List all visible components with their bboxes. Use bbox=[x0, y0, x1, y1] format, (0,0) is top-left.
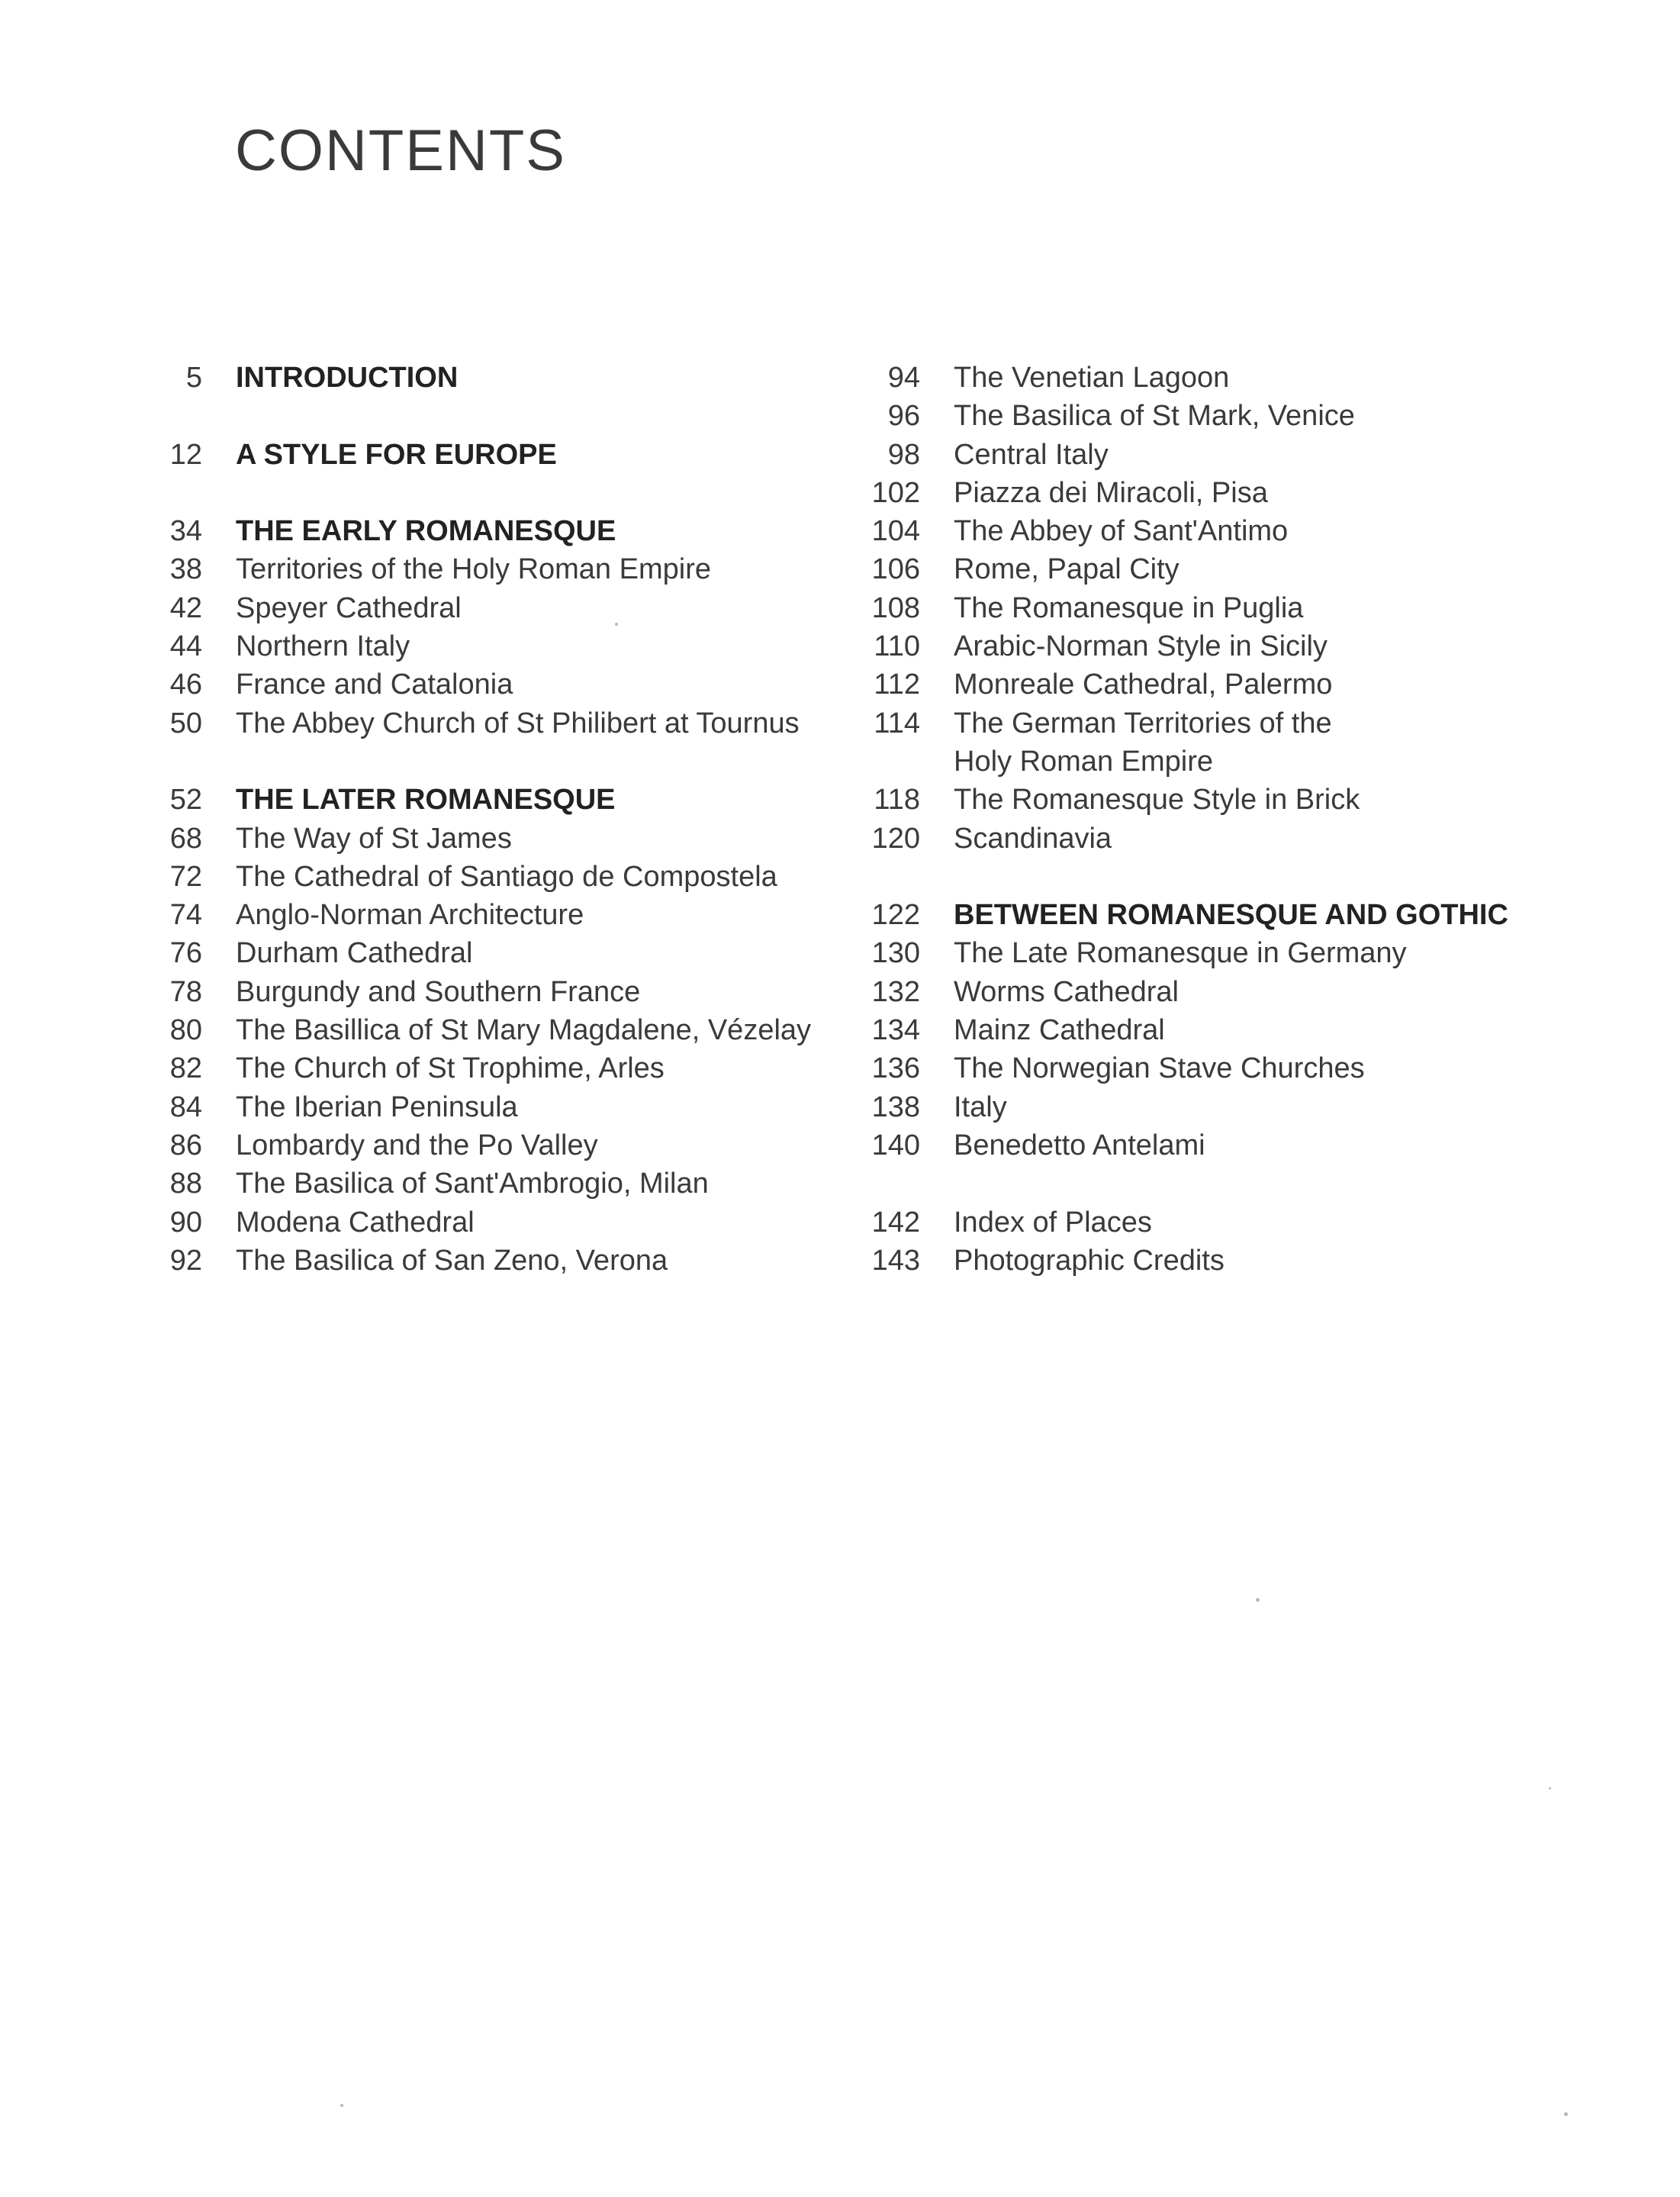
entry-title: The Church of St Trophime, Arles bbox=[236, 1052, 665, 1085]
contents-column-right bbox=[839, 359, 1640, 1280]
page-number: 78 bbox=[169, 975, 202, 1008]
entry-title: Mainz Cathedral bbox=[954, 1014, 1165, 1047]
contents-entry bbox=[122, 820, 824, 858]
entry-title: The German Territories of the bbox=[954, 707, 1332, 739]
entry-title: The Abbey of Sant'Antimo bbox=[954, 515, 1289, 548]
contents-section-heading bbox=[122, 512, 824, 550]
contents-entry bbox=[839, 1011, 1640, 1049]
section-title: A STYLE FOR EUROPE bbox=[236, 438, 557, 471]
entry-title: Worms Cathedral bbox=[954, 975, 1179, 1008]
contents-entry bbox=[839, 359, 1640, 397]
entry-title: Central Italy bbox=[954, 438, 1109, 471]
entry-title: Northern Italy bbox=[236, 630, 410, 663]
page-number: 134 bbox=[871, 1014, 920, 1047]
page-number: 86 bbox=[169, 1129, 202, 1161]
entry-title: The Venetian Lagoon bbox=[954, 362, 1230, 394]
contents-entry bbox=[839, 512, 1640, 550]
contents-entry bbox=[122, 1242, 824, 1280]
contents-entry bbox=[122, 1203, 824, 1242]
page-number: 96 bbox=[887, 400, 920, 433]
page-number: 142 bbox=[871, 1206, 920, 1239]
scan-speck bbox=[1256, 1598, 1260, 1602]
entry-title: Index of Places bbox=[954, 1206, 1152, 1239]
entry-title: Burgundy and Southern France bbox=[236, 975, 641, 1008]
page-number: 138 bbox=[871, 1090, 920, 1123]
contents-entry bbox=[839, 1126, 1640, 1165]
page-number: 106 bbox=[871, 553, 920, 586]
contents-section-heading bbox=[122, 359, 824, 397]
page-number: 136 bbox=[871, 1052, 920, 1085]
page-number: 84 bbox=[169, 1090, 202, 1123]
contents-entry bbox=[839, 704, 1640, 743]
entry-title: Speyer Cathedral bbox=[236, 591, 462, 624]
entry-title: The Cathedral of Santiago de Compostela bbox=[236, 860, 777, 893]
scan-speck bbox=[340, 2104, 343, 2107]
contents-section-heading bbox=[839, 896, 1640, 934]
page-number: 102 bbox=[871, 476, 920, 509]
section-title: THE EARLY ROMANESQUE bbox=[236, 515, 616, 548]
contents-entry bbox=[839, 589, 1640, 627]
entry-title: Monreale Cathedral, Palermo bbox=[954, 668, 1333, 701]
contents-entry bbox=[839, 627, 1640, 665]
contents-entry bbox=[839, 550, 1640, 588]
contents-entry bbox=[122, 934, 824, 972]
contents-entry bbox=[122, 589, 824, 627]
contents-entry bbox=[839, 436, 1640, 474]
page-number: 46 bbox=[169, 668, 202, 701]
entry-title: The Iberian Peninsula bbox=[236, 1090, 518, 1123]
page-number: 118 bbox=[874, 784, 920, 817]
page-number: 94 bbox=[887, 362, 920, 394]
entry-title: The Basillica of St Mary Magdalene, Vézelay bbox=[236, 1014, 812, 1047]
entry-title: The Basilica of Sant'Ambrogio, Milan bbox=[236, 1168, 709, 1200]
contents-entry bbox=[122, 665, 824, 704]
page-number: 74 bbox=[169, 899, 202, 932]
scan-speck bbox=[1549, 1787, 1551, 1789]
contents-column-left bbox=[122, 359, 824, 1280]
page-number: 5 bbox=[185, 362, 202, 394]
entry-title: Scandinavia bbox=[954, 822, 1112, 855]
entry-title: Italy bbox=[954, 1090, 1007, 1123]
contents-entry bbox=[839, 820, 1640, 858]
page-number: 12 bbox=[169, 438, 202, 471]
section-title: THE LATER ROMANESQUE bbox=[236, 784, 616, 817]
entry-title: The Late Romanesque in Germany bbox=[954, 937, 1407, 970]
page-number: 140 bbox=[871, 1129, 920, 1161]
contents-entry bbox=[122, 858, 824, 896]
contents-entry bbox=[839, 1203, 1640, 1242]
contents-entry bbox=[122, 1049, 824, 1087]
entry-title: Rome, Papal City bbox=[954, 553, 1180, 586]
page-number: 108 bbox=[871, 591, 920, 624]
page-number: 92 bbox=[169, 1244, 202, 1277]
page-number: 82 bbox=[169, 1052, 202, 1085]
contents-section-heading bbox=[122, 436, 824, 474]
section-title: BETWEEN ROMANESQUE AND GOTHIC bbox=[954, 899, 1508, 932]
contents-entry bbox=[839, 743, 1640, 781]
page-number: 90 bbox=[169, 1206, 202, 1239]
entry-title: Modena Cathedral bbox=[236, 1206, 475, 1239]
page-number: 80 bbox=[169, 1014, 202, 1047]
contents-entry bbox=[122, 1165, 824, 1203]
page-number: 42 bbox=[169, 591, 202, 624]
contents-entry bbox=[122, 627, 824, 665]
page-number: 76 bbox=[169, 937, 202, 970]
entry-title: The Basilica of St Mark, Venice bbox=[954, 400, 1355, 433]
contents-entry bbox=[839, 781, 1640, 819]
entry-title: Holy Roman Empire bbox=[954, 745, 1213, 778]
contents-entry bbox=[122, 1011, 824, 1049]
entry-title: The Basilica of San Zeno, Verona bbox=[236, 1244, 668, 1277]
page-number: 68 bbox=[169, 822, 202, 855]
page-number: 34 bbox=[169, 515, 202, 548]
contents-entry bbox=[839, 665, 1640, 704]
page-number: 132 bbox=[871, 975, 920, 1008]
page-number: 38 bbox=[169, 553, 202, 586]
contents-entry bbox=[839, 1242, 1640, 1280]
entry-title: The Norwegian Stave Churches bbox=[954, 1052, 1365, 1085]
contents-entry bbox=[839, 1088, 1640, 1126]
page-number: 120 bbox=[871, 822, 920, 855]
page-number: 98 bbox=[887, 438, 920, 471]
entry-title: The Romanesque Style in Brick bbox=[954, 784, 1360, 817]
entry-title: The Abbey Church of St Philibert at Tournus bbox=[236, 707, 800, 739]
page-title: CONTENTS bbox=[235, 118, 566, 183]
contents-entry bbox=[122, 1088, 824, 1126]
page-number: 110 bbox=[874, 630, 920, 663]
page-number: 122 bbox=[871, 899, 920, 932]
page-number: 72 bbox=[169, 860, 202, 893]
contents-entry bbox=[122, 1126, 824, 1165]
page-number: 114 bbox=[874, 707, 920, 739]
entry-title: Piazza dei Miracoli, Pisa bbox=[954, 476, 1268, 509]
entry-title: Territories of the Holy Roman Empire bbox=[236, 553, 711, 586]
contents-entry bbox=[839, 934, 1640, 972]
page-number: 52 bbox=[169, 784, 202, 817]
entry-title: The Romanesque in Puglia bbox=[954, 591, 1304, 624]
page-number: 88 bbox=[169, 1168, 202, 1200]
entry-title: Photographic Credits bbox=[954, 1244, 1225, 1277]
page-number: 104 bbox=[871, 515, 920, 548]
contents-entry bbox=[122, 973, 824, 1011]
contents-entry bbox=[839, 973, 1640, 1011]
page-number: 112 bbox=[874, 668, 920, 701]
contents-entry bbox=[122, 704, 824, 743]
contents-entry bbox=[122, 550, 824, 588]
page-number: 130 bbox=[871, 937, 920, 970]
page-number: 44 bbox=[169, 630, 202, 663]
section-title: INTRODUCTION bbox=[236, 362, 459, 394]
page-number: 143 bbox=[871, 1244, 920, 1277]
contents-section-heading bbox=[122, 781, 824, 819]
entry-title: France and Catalonia bbox=[236, 668, 513, 701]
entry-title: The Way of St James bbox=[236, 822, 512, 855]
contents-entry bbox=[839, 397, 1640, 435]
entry-title: Arabic-Norman Style in Sicily bbox=[954, 630, 1328, 663]
contents-entry bbox=[122, 896, 824, 934]
contents-entry bbox=[839, 1049, 1640, 1087]
page-number: 50 bbox=[169, 707, 202, 739]
scan-speck bbox=[615, 623, 618, 626]
contents-entry bbox=[839, 474, 1640, 512]
entry-title: Anglo-Norman Architecture bbox=[236, 899, 584, 932]
entry-title: Durham Cathedral bbox=[236, 937, 473, 970]
scan-speck bbox=[1564, 2112, 1568, 2116]
entry-title: Lombardy and the Po Valley bbox=[236, 1129, 598, 1161]
entry-title: Benedetto Antelami bbox=[954, 1129, 1205, 1161]
